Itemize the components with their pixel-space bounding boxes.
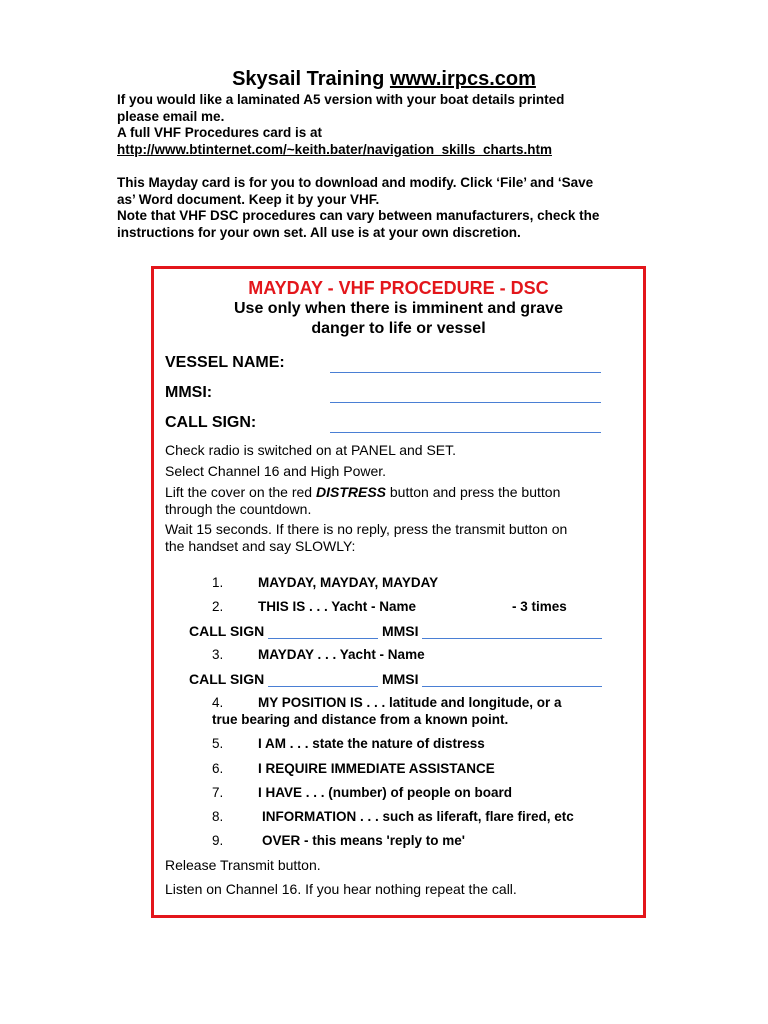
card-subtitle	[154, 299, 643, 339]
step-number: 7.	[212, 785, 224, 800]
call-sign-label: CALL SIGN	[189, 623, 265, 639]
step-text: I AM . . . state the nature of distress	[258, 736, 485, 751]
intro-line: If you would like a laminated A5 version with your boat details printed	[117, 92, 565, 107]
distress-word: DISTRESS	[315, 484, 386, 500]
step-text: THIS IS . . . Yacht - Name	[258, 599, 417, 614]
title-link[interactable]: www.irpcs.com	[389, 68, 536, 90]
instruction-3	[165, 484, 635, 517]
call-sign-label: CALL SIGN:	[165, 414, 257, 431]
intro-text	[117, 92, 757, 241]
instruction-4	[165, 521, 635, 554]
step-text: I HAVE . . . (number) of people on board	[258, 785, 513, 800]
call-sign-field[interactable]	[330, 416, 601, 433]
listen-instruction: Listen on Channel 16. If you hear nothing repeat the call.	[165, 881, 517, 897]
step-text: true bearing and distance from a known point.	[212, 712, 509, 727]
card-subtitle-line: danger to life or vessel	[311, 320, 486, 337]
step-number: 6.	[212, 761, 224, 776]
step-text: MY POSITION IS . . . latitude and longitude, or a	[258, 695, 562, 710]
intro-line: please email me.	[117, 108, 225, 124]
instruction-text: Lift the cover on the red	[165, 484, 316, 500]
call-sign-row	[189, 623, 602, 639]
intro-line: instructions for your own set. All use is at your own discretion.	[117, 224, 521, 240]
card-subtitle-line: Use only when there is imminent and grave	[234, 300, 563, 317]
instruction-text: the handset and say SLOWLY:	[165, 537, 356, 554]
call-sign-label: CALL SIGN	[189, 671, 265, 687]
vessel-name-label: VESSEL NAME:	[165, 354, 285, 371]
step-note: - 3 times	[512, 599, 567, 614]
mmsi-label: MMSI	[381, 671, 419, 687]
step-number: 9.	[212, 833, 224, 848]
step-number: 4.	[212, 695, 224, 710]
call-sign-blank[interactable]	[268, 672, 378, 687]
step-number: 2.	[212, 599, 224, 614]
mmsi-field[interactable]	[330, 386, 601, 403]
instruction-2: Select Channel 16 and High Power.	[165, 463, 387, 479]
call-sign-blank[interactable]	[268, 624, 378, 639]
step-number: 1.	[212, 575, 224, 590]
mmsi-blank[interactable]	[422, 624, 602, 639]
vessel-name-field[interactable]	[330, 356, 601, 373]
instruction-1: Check radio is switched on at PANEL and SET.	[165, 442, 457, 458]
step-4	[212, 694, 632, 728]
step-text: I REQUIRE IMMEDIATE ASSISTANCE	[258, 761, 495, 776]
vhf-card-link[interactable]: http://www.btinternet.com/~keith.bater/navigation_skills_charts.htm	[117, 141, 552, 157]
intro-line: This Mayday card is for you to download and modify. Click ‘File’ and ‘Save	[117, 175, 594, 190]
step-number: 8.	[212, 809, 224, 824]
instruction-text: button and press the button	[386, 484, 561, 500]
instruction-text: through the countdown.	[165, 500, 312, 517]
intro-line: Note that VHF DSC procedures can vary between manufacturers, check the	[117, 208, 600, 223]
step-number: 3.	[212, 647, 224, 662]
mmsi-blank[interactable]	[422, 672, 602, 687]
page-title	[0, 68, 768, 91]
step-text: MAYDAY, MAYDAY, MAYDAY	[258, 575, 439, 590]
step-text: MAYDAY . . . Yacht - Name	[258, 647, 425, 662]
mmsi-label: MMSI:	[165, 384, 213, 401]
step-number: 5.	[212, 736, 224, 751]
call-sign-row	[189, 671, 602, 687]
mayday-card	[151, 266, 646, 918]
intro-line: as’ Word document. Keep it by your VHF.	[117, 191, 380, 207]
instruction-text: Wait 15 seconds. If there is no reply, press the transmit button on	[165, 521, 568, 537]
card-title: MAYDAY - VHF PROCEDURE - DSC	[248, 278, 549, 298]
mmsi-label: MMSI	[381, 623, 419, 639]
intro-line: A full VHF Procedures card is at	[117, 125, 323, 140]
step-text: OVER - this means 'reply to me'	[262, 833, 465, 848]
step-text: INFORMATION . . . such as liferaft, flare fired, etc	[262, 809, 574, 824]
title-text: Skysail Training	[232, 68, 385, 90]
release-instruction: Release Transmit button.	[165, 857, 321, 873]
